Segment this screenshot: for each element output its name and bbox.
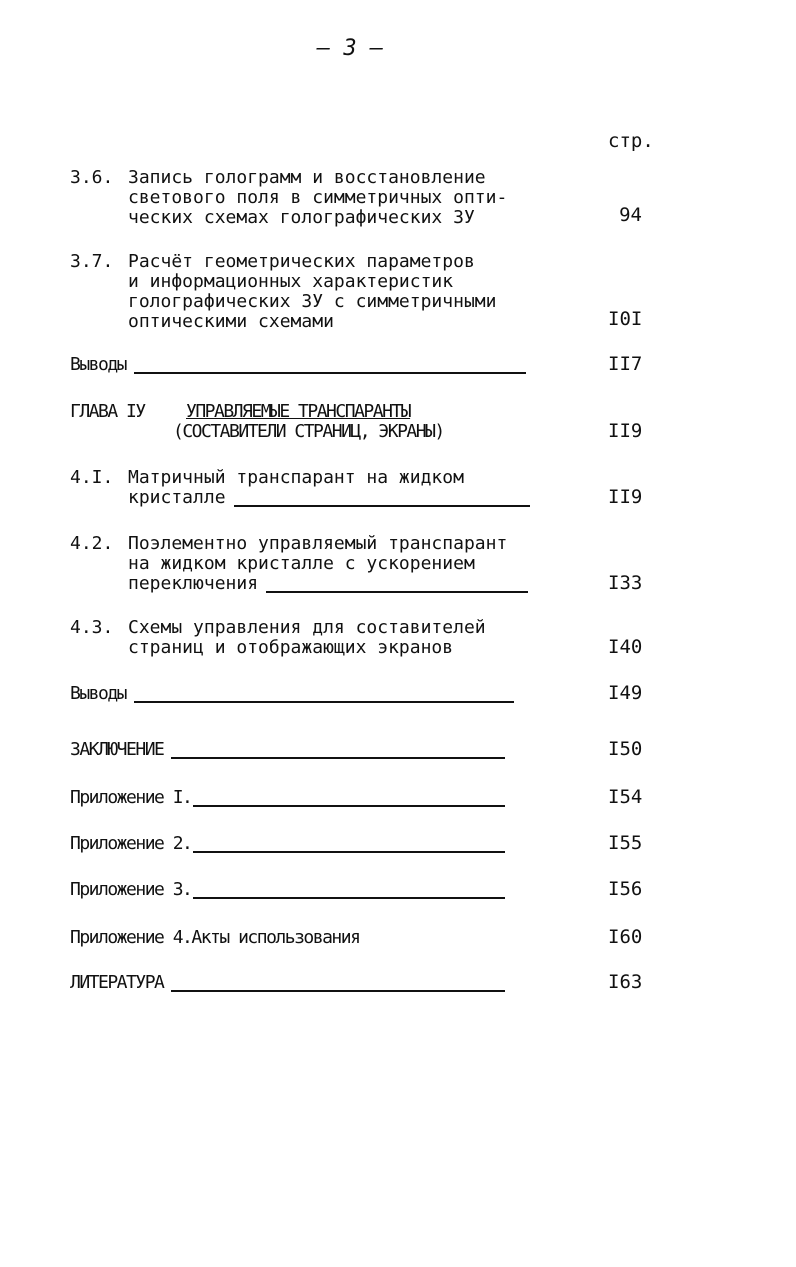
entry-title-line: и информационных характеристик [128, 271, 454, 292]
page-column-label: стр. [608, 130, 654, 152]
chapter-number: ГЛАВА IУ [70, 401, 145, 422]
entry-title-line: Приложение 4.Акты использования [70, 927, 360, 948]
toc-entry-4-3 [70, 618, 650, 658]
leader-line [171, 757, 505, 759]
entry-title-line: голографических ЗУ с симметричными [128, 291, 497, 312]
leader-line [171, 990, 505, 992]
toc-entry-appendix-3 [70, 880, 650, 900]
entry-title-line: Поэлементно управляемый транспарант [128, 533, 508, 554]
section-number: 3.7. [70, 251, 114, 272]
page-ref: I50 [608, 738, 643, 760]
toc-entry-conclusion [70, 740, 650, 760]
entry-title-line: Приложение 3. [70, 879, 192, 900]
leader-line [134, 372, 526, 374]
entry-title-line: Матричный транспарант на жидком [128, 467, 464, 488]
entry-title-line: переключения [128, 573, 259, 594]
toc-entry-3-6 [70, 168, 650, 228]
entry-title-line: светового поля в симметричных опти- [128, 187, 508, 208]
entry-title-line: Приложение 2. [70, 833, 192, 854]
section-number: 4.2. [70, 533, 114, 554]
page-ref: II9 [608, 420, 643, 442]
toc-entry-3-7 [70, 252, 650, 332]
entry-title-line: оптическими схемами [128, 311, 334, 332]
entry-title-line: Выводы [70, 683, 127, 704]
section-number: 4.3. [70, 617, 114, 638]
page-ref: I49 [608, 682, 643, 704]
leader-line [134, 701, 514, 703]
toc-entry-conclusions-3 [70, 355, 650, 375]
section-number: 3.6. [70, 167, 114, 188]
page-ref: I55 [608, 832, 643, 854]
leader-line [193, 805, 505, 807]
section-number: 4.I. [70, 467, 114, 488]
toc-entry-references [70, 973, 650, 993]
page-ref: I40 [608, 636, 643, 658]
entry-title-line: ЛИТЕРАТУРА [70, 972, 164, 993]
entry-title-line: Расчёт геометрических параметров [128, 251, 475, 272]
page-ref: 94 [619, 204, 642, 226]
page-ref: I54 [608, 786, 643, 808]
page-ref: II9 [608, 486, 643, 508]
page-ref: I63 [608, 971, 643, 993]
entry-title-line: Приложение I. [70, 787, 192, 808]
toc-entry-4-2 [70, 534, 650, 594]
entry-title-line: (СОСТАВИТЕЛИ СТРАНИЦ, ЭКРАНЫ) [173, 421, 444, 442]
leader-line [266, 591, 528, 593]
page-ref: I0I [608, 308, 643, 330]
page-ref: I56 [608, 878, 643, 900]
entry-title-line: на жидком кристалле с ускорением [128, 553, 475, 574]
entry-title-line: ческих схемах голографических ЗУ [128, 207, 475, 228]
entry-title-line: страниц и отображающих экранов [128, 637, 454, 658]
leader-line [234, 505, 530, 507]
entry-title-line: ЗАКЛЮЧЕНИЕ [70, 739, 164, 760]
entry-title-line: Запись голограмм и восстановление [128, 167, 486, 188]
toc-entry-appendix-1 [70, 788, 650, 808]
page-ref: I33 [608, 572, 643, 594]
leader-line [193, 897, 505, 899]
entry-title-line: Схемы управления для составителей [128, 617, 486, 638]
page-ref: II7 [608, 353, 643, 375]
toc-entry-chapter-4 [70, 402, 650, 442]
toc-entry-appendix-4 [70, 928, 650, 948]
toc-entry-appendix-2 [70, 834, 650, 854]
toc-entry-conclusions-4 [70, 684, 650, 704]
entry-title-line: УПРАВЛЯЕМЫЕ ТРАНСПАРАНТЫ [186, 401, 411, 422]
entry-title-line: Выводы [70, 354, 127, 375]
page-number: — 3 — [316, 36, 384, 61]
entry-title-line: кристалле [128, 487, 226, 508]
page-ref: I60 [608, 926, 643, 948]
leader-line [193, 851, 505, 853]
toc-entry-4-1 [70, 468, 650, 508]
